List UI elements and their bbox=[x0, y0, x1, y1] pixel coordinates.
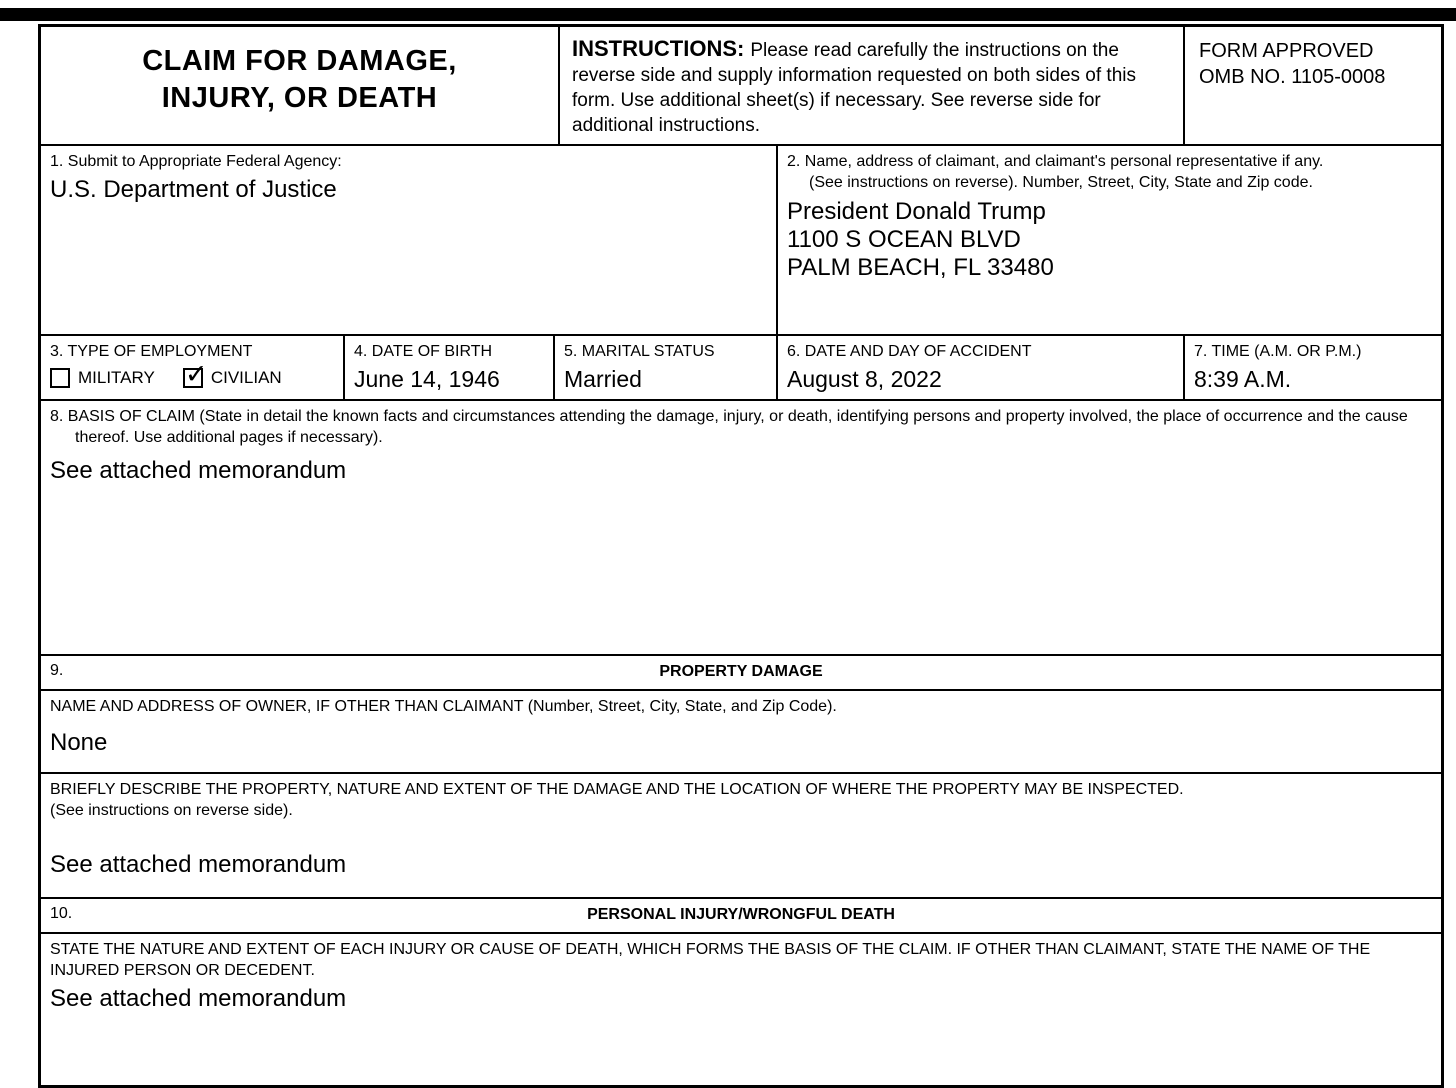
employment-options bbox=[50, 359, 334, 389]
form-title-line1: CLAIM FOR DAMAGE, bbox=[142, 45, 457, 77]
omb-number: OMB NO. 1105-0008 bbox=[1199, 66, 1386, 88]
section-10-number: 10. bbox=[50, 905, 73, 922]
row-property-owner bbox=[41, 691, 1441, 774]
section-9-header bbox=[41, 656, 1441, 689]
property-description-label-line1: BRIEFLY DESCRIBE THE PROPERTY, NATURE AND EXTENT OF THE DAMAGE AND THE LOCATION OF WHERE THE PROPERTY MAY BE INSPECTED. bbox=[50, 781, 1184, 798]
page-top-border bbox=[0, 8, 1456, 21]
section-9-number: 9. bbox=[50, 662, 64, 679]
sf95-claim-form bbox=[38, 24, 1444, 1088]
marital-label: 5. MARITAL STATUS bbox=[564, 343, 715, 360]
property-description-label-line2: (See instructions on reverse side). bbox=[50, 802, 293, 819]
claimant-name: President Donald Trump bbox=[787, 198, 1046, 225]
form-title-line2: INJURY, OR DEATH bbox=[161, 82, 438, 114]
claimant-street: 1100 S OCEAN BLVD bbox=[787, 226, 1021, 253]
dob-value: June 14, 1946 bbox=[354, 366, 500, 392]
marital-value: Married bbox=[564, 366, 642, 392]
row-employment-dates bbox=[41, 336, 1441, 401]
row-agency-claimant bbox=[41, 146, 1441, 336]
agency-value: U.S. Department of Justice bbox=[50, 176, 337, 203]
property-owner-field bbox=[41, 691, 1441, 772]
accident-date-value: August 8, 2022 bbox=[787, 366, 942, 392]
property-owner-label: NAME AND ADDRESS OF OWNER, IF OTHER THAN CLAIMANT (Number, Street, City, State, and Zip Code). bbox=[50, 698, 837, 715]
basis-label: 8. BASIS OF CLAIM (State in detail the known facts and circumstances attending the damage, injury, or death, identifying persons and property involved, the place of occurrence and the cause thereof. Use additional pages if necessary). bbox=[50, 408, 1408, 446]
civilian-checkmark: ✓ bbox=[184, 359, 208, 389]
dob-label: 4. DATE OF BIRTH bbox=[354, 343, 493, 360]
row-basis-of-claim bbox=[41, 401, 1441, 656]
injury-statement-label: STATE THE NATURE AND EXTENT OF EACH INJURY OR CAUSE OF DEATH, WHICH FORMS THE BASIS OF THE CLAIM. IF OTHER THAN CLAIMANT, STATE THE NAME OF THE INJURED PERSON OR DECEDENT. bbox=[50, 941, 1371, 979]
civilian-checkbox[interactable] bbox=[183, 359, 208, 389]
claimant-city-state-zip: PALM BEACH, FL 33480 bbox=[787, 254, 1054, 281]
row-section-9-header bbox=[41, 656, 1441, 691]
injury-statement-value: See attached memorandum bbox=[50, 985, 347, 1012]
form-approved-text: FORM APPROVED bbox=[1199, 40, 1374, 62]
field-4-date-of-birth bbox=[345, 336, 555, 399]
field-5-marital-status bbox=[555, 336, 778, 399]
field-7-accident-time bbox=[1185, 336, 1441, 399]
field-6-accident-date bbox=[778, 336, 1185, 399]
accident-date-label: 6. DATE AND DAY OF ACCIDENT bbox=[787, 343, 1032, 360]
accident-time-value: 8:39 A.M. bbox=[1194, 366, 1292, 392]
omb-approval-cell bbox=[1185, 27, 1441, 144]
accident-time-label: 7. TIME (A.M. OR P.M.) bbox=[1194, 343, 1362, 360]
instructions-cell bbox=[560, 27, 1185, 144]
military-checkbox[interactable] bbox=[50, 368, 70, 388]
military-label: MILITARY bbox=[78, 368, 155, 387]
agency-label: 1. Submit to Appropriate Federal Agency: bbox=[50, 153, 342, 170]
property-description-field bbox=[41, 774, 1441, 897]
row-property-description bbox=[41, 774, 1441, 899]
instructions-label: INSTRUCTIONS: bbox=[572, 36, 745, 61]
property-description-value: See attached memorandum bbox=[50, 851, 347, 878]
section-10-title: PERSONAL INJURY/WRONGFUL DEATH bbox=[587, 906, 895, 923]
injury-statement-field bbox=[41, 934, 1441, 1085]
row-injury-statement bbox=[41, 934, 1441, 1085]
claimant-label-line2: (See instructions on reverse). Number, Street, City, State and Zip code. bbox=[809, 174, 1313, 191]
row-section-10-header bbox=[41, 899, 1441, 934]
basis-value: See attached memorandum bbox=[50, 457, 347, 484]
header-row bbox=[41, 27, 1441, 146]
property-owner-value: None bbox=[50, 729, 108, 756]
field-3-employment bbox=[41, 336, 345, 399]
field-8-basis-of-claim bbox=[41, 401, 1441, 654]
claimant-label-line1: 2. Name, address of claimant, and claimant's personal representative if any. bbox=[787, 153, 1324, 170]
claimant-address bbox=[787, 198, 1432, 282]
form-title-cell bbox=[41, 27, 560, 144]
section-10-header bbox=[41, 899, 1441, 932]
field-1-agency bbox=[41, 146, 778, 334]
instructions-text: Please read carefully the instructions on the reverse side and supply information requested on both sides of this form. Use additional sheet(s) if necessary. See reverse side for additional instructions. bbox=[572, 40, 1136, 136]
section-9-title: PROPERTY DAMAGE bbox=[659, 663, 823, 680]
field-2-claimant bbox=[778, 146, 1441, 334]
employment-label: 3. TYPE OF EMPLOYMENT bbox=[50, 343, 253, 360]
civilian-label: CIVILIAN bbox=[210, 368, 282, 387]
